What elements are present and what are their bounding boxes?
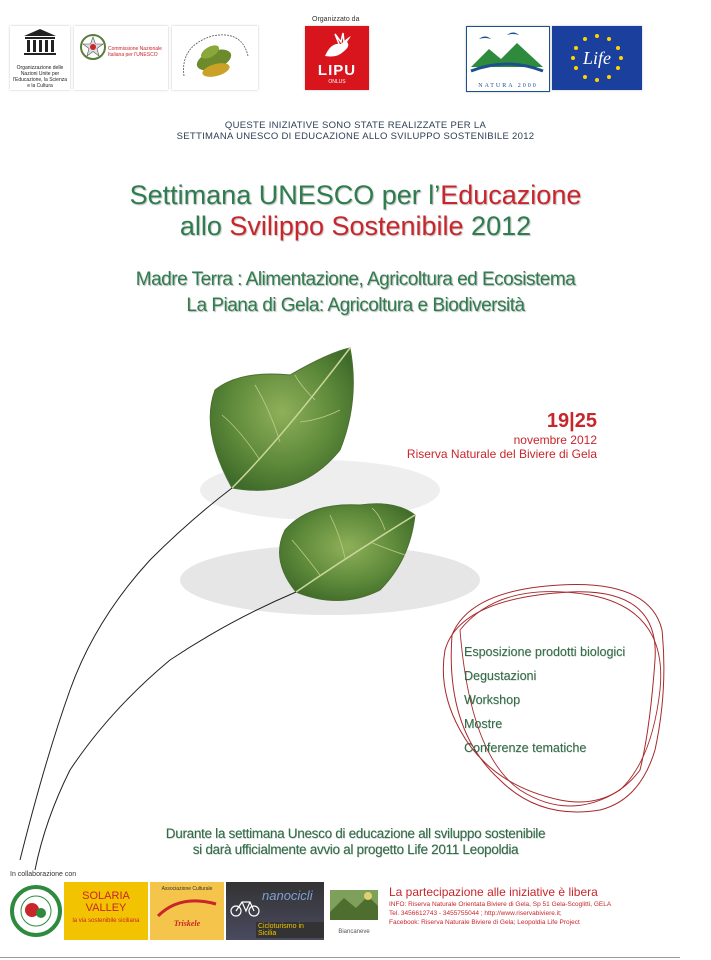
bottom-line-2: si darà ufficialmente avvio al progetto Life 2011 Leopoldia [192, 842, 519, 857]
triskele-name: Triskele [173, 919, 201, 928]
collaboration-label: In collaborazione con [10, 871, 77, 878]
title-part: Settimana UNESCO per l’ [129, 180, 441, 210]
activities-list [464, 640, 625, 760]
bottom-line-1: Durante la settimana Unesco di educazione all sviluppo sostenibile [165, 826, 546, 841]
unesco-logo [10, 26, 70, 90]
main-title-line-2 [0, 211, 711, 242]
leaf-swirl-icon [172, 26, 258, 90]
hoopoe-bird-icon [317, 32, 357, 62]
main-title-line-1 [0, 180, 711, 211]
event-place: Riserva Naturale del Biviere di Gela [406, 447, 597, 461]
event-month: novembre 2012 [513, 433, 597, 447]
title-part: allo [179, 211, 230, 241]
title-highlight: Educazione [440, 180, 582, 210]
activity-item: Esposizione prodotti biologici [464, 645, 626, 659]
activity-item: Mostre [464, 717, 503, 731]
landscape-photo-icon [328, 884, 380, 924]
eu-life-logo [552, 26, 642, 90]
life-label: Life [582, 48, 611, 68]
activity-item: Degustazioni [464, 669, 537, 683]
info-block [389, 884, 611, 927]
commissione-label: Commissione Nazionale Italiana per l'UNESCO [108, 46, 162, 58]
title-highlight: Svilippo Sostenibile [229, 211, 464, 241]
subtitle-line-1: Madre Terra : Alimentazione, Agricoltura ed Ecosistema [135, 269, 576, 290]
subtitle-line-2: La Piana di Gela: Agricoltura e Biodiversità [186, 295, 525, 316]
leaves-illustration [0, 330, 711, 890]
lipu-sub: ONLUS [328, 78, 346, 85]
natura2000-label: NATURA 2000 [478, 83, 538, 89]
unesco-temple-icon [10, 26, 70, 60]
lipu-name: LIPU [317, 61, 357, 79]
natura2000-logo [466, 26, 550, 92]
free-participation: La partecipazione alle iniziative è libera [389, 885, 598, 899]
triskele-label: Associazione Culturale [161, 886, 213, 892]
title-part: 2012 [463, 211, 532, 241]
nanocicli-logo [226, 882, 324, 940]
italian-emblem-icon [78, 32, 108, 62]
biancaneve-logo [328, 884, 380, 940]
intro-line-2: SETTIMANA UNESCO DI EDUCAZIONE ALLO SVILUPPO SOSTENIBILE 2012 [176, 131, 535, 142]
intro-line-1: QUESTE INIZIATIVE SONO STATE REALIZZATE PER LA [224, 120, 487, 131]
biancaneve-name: Biancaneve [338, 929, 370, 935]
event-days: 19|25 [546, 410, 597, 432]
commissione-logo [74, 26, 168, 90]
triskele-swirl-icon [150, 892, 224, 922]
round-badge-icon [10, 882, 62, 940]
nanocicli-name: nanocicli [262, 888, 313, 903]
event-date-block [407, 410, 597, 461]
triskele-logo [150, 882, 224, 940]
solaria-name-1: SOLARIA [82, 890, 130, 902]
info-line-2: Tel. 3456612743 - 3455755044 ; http://www.riservabiviere.it; [389, 910, 562, 917]
bottom-divider [0, 957, 680, 958]
unesco-label: Organizzazione delle Nazioni Unite per l'Educazione, la Scienza e la Cultura [12, 65, 68, 89]
activity-item: Workshop [464, 693, 521, 707]
solaria-valley-logo [64, 882, 148, 940]
bicycle-icon [230, 896, 260, 918]
solaria-name-2: VALLEY [85, 902, 127, 914]
nanocicli-tagline: Cicloturismo in Sicilia [256, 922, 324, 938]
activity-item: Conferenze tematiche [464, 741, 587, 755]
info-line-3: Facebook: Riserva Naturale Biviere di Gela; Leopoldia Life Project [389, 919, 580, 926]
lipu-logo [305, 26, 369, 90]
landscape-icon [467, 27, 547, 75]
solaria-tagline: la via sostenibile siciliana [72, 918, 140, 924]
info-line-1: INFO: Riserva Naturale Orientata Biviere di Gela, Sp 51 Gela-Scoglitti, GELA [389, 901, 612, 908]
organized-by-label: Organizzato da [312, 16, 360, 23]
settimana-logo [172, 26, 258, 90]
partner-logo-round [10, 882, 62, 940]
